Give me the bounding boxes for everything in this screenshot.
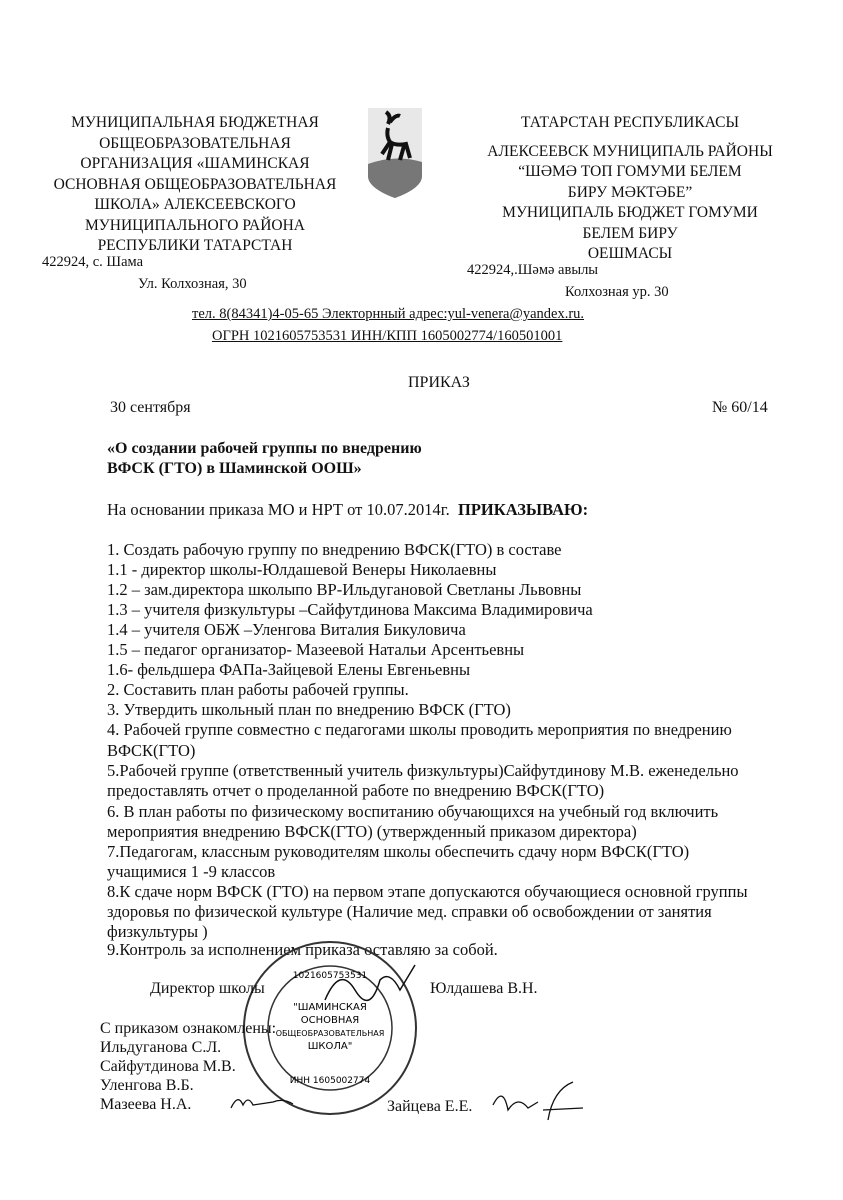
order-item-line: здоровья по физической культуре (Наличие мед. справки об освобождении от занятия (107, 902, 712, 921)
org-line: МУНИЦИПАЛЬНОГО РАЙОНА (85, 216, 305, 234)
director-label: Директор школы (150, 980, 265, 997)
order-item-line: 1.6- фельдшера ФАПа-Зайцевой Елены Евгеньевны (107, 660, 471, 679)
order-basis (107, 500, 588, 520)
zaitseva-signature (488, 1080, 588, 1125)
stamp-line: ОБЩЕОБРАЗОВАТЕЛЬНАЯ (275, 1029, 385, 1038)
org-line: БИРУ МӘКТӘБЕ” (567, 183, 693, 201)
order-item-line: 6. В план работы по физическому воспитанию обучающихся на учебный год включить (107, 802, 719, 821)
order-item-line: 3. Утвердить школьный план по внедрению ВФСК (ГТО) (107, 700, 511, 719)
org-line: МУНИЦИПАЛЬ БЮДЖЕТ ГОМУМИ (502, 204, 758, 221)
contact-line: тел. 8(84341)4-05-65 Электорнный адрес:yul-venera@yandex.ru. (192, 306, 585, 322)
zaitseva-name: Зайцева Е.Е. (387, 1098, 473, 1115)
org-line: ШКОЛА» АЛЕКСЕЕВСКОГО (94, 196, 296, 213)
left-address-1: 422924, с. Шама (42, 254, 144, 270)
org-line: “ШӘМӘ ТОП ГОМУМИ БЕЛЕМ (518, 163, 742, 180)
order-item-line: 1.1 - директор школы-Юлдашевой Венеры Николаевны (107, 560, 497, 579)
stamp-line: ШКОЛА" (307, 1041, 353, 1052)
order-item-line: 2. Составить план работы рабочей группы. (107, 680, 409, 699)
order-item-line: 1.4 – учителя ОБЖ –Уленгова Виталия Бикуловича (107, 620, 466, 639)
order-item-line: физкультуры ) (107, 922, 208, 941)
org-line: АЛЕКСЕЕВСК МУНИЦИПАЛЬ РАЙОНЫ (487, 142, 773, 160)
director-name: Юлдашева В.Н. (430, 980, 538, 997)
order-item-line: 1. Создать рабочую группу по внедрению ВФСК(ГТО) в составе (107, 540, 562, 559)
stamp-line: ИНН 1605002774 (289, 1076, 371, 1086)
org-line: ОЕШМАСЫ (587, 245, 673, 262)
ack-name: Ильдуганова С.Л. (100, 1039, 222, 1056)
order-item-line: 5.Рабочей группе (ответственный учитель физкультуры)Сайфутдинову М.В. еженедельно (107, 761, 739, 780)
order-item-line: 9.Контроль за исполнением приказа оставляю за собой. (107, 940, 498, 959)
right-org-block (470, 113, 790, 265)
order-date: 30 сентября (110, 399, 191, 416)
org-line: ТАТАРСТАН РЕСПУБЛИКАСЫ (521, 114, 739, 131)
coat-of-arms-icon (366, 106, 424, 200)
order-item-line: 8.К сдаче норм ВФСК (ГТО) на первом этапе допускаются обучающиеся основной группы (107, 882, 748, 901)
mazeeva-signature (228, 1090, 298, 1115)
stamp-line: 1021605753531 (292, 971, 368, 981)
right-address-1: 422924,.Шәмә авылы (467, 262, 599, 278)
org-line: МУНИЦИПАЛЬНАЯ БЮДЖЕТНАЯ (71, 114, 319, 131)
order-item-line: ВФСК(ГТО) (107, 741, 196, 760)
order-title: ПРИКАЗ (408, 374, 470, 391)
stamp-line: "ШАМИНСКАЯ (293, 1002, 367, 1013)
ack-name: Мазеева Н.А. (100, 1096, 192, 1113)
order-number: № 60/14 (712, 399, 768, 416)
org-line: ОРГАНИЗАЦИЯ «ШАМИНСКАЯ (80, 155, 310, 172)
order-item-line: учащимися 1 -9 классов (107, 862, 276, 881)
left-org-block (40, 113, 350, 257)
right-address-2: Колхозная ур. 30 (565, 284, 669, 300)
basis-text: На основании приказа МО и НРТ от 10.07.2014г. (107, 500, 450, 519)
order-item-line: 4. Рабочей группе совместно с педагогами школы проводить мероприятия по внедрению (107, 720, 732, 739)
basis-command: ПРИКАЗЫВАЮ: (457, 500, 589, 519)
order-item-line: предоставлять отчет о проделанной работе по внедрению ВФСК(ГТО) (107, 781, 605, 800)
stamp-line: ОСНОВНАЯ (300, 1015, 360, 1026)
acknowledgement-label: С приказом ознакомлены: (100, 1020, 277, 1037)
order-item-line: 1.3 – учителя физкультуры –Сайфутдинова Максима Владимировича (107, 600, 593, 619)
order-item-line: мероприятия внедрению ВФСК(ГТО) (утвержденный приказом директора) (107, 822, 637, 841)
org-line: ОСНОВНАЯ ОБЩЕОБРАЗОВАТЕЛЬНАЯ (53, 175, 337, 193)
org-line: РЕСПУБЛИКИ ТАТАРСТАН (97, 237, 293, 254)
org-line: БЕЛЕМ БИРУ (582, 224, 678, 242)
order-item-line: 1.2 – зам.директора школыпо ВР-Ильдугановой Светланы Львовны (107, 580, 582, 599)
order-item-line: 7.Педагогам, классным руководителям школы обеспечить сдачу норм ВФСК(ГТО) (107, 842, 690, 861)
director-signature (320, 960, 420, 1010)
org-line: ОБЩЕОБРАЗОВАТЕЛЬНАЯ (99, 134, 291, 152)
order-subject: «О создании рабочей группы по внедрению (107, 440, 422, 457)
ack-name: Уленгова В.Б. (100, 1077, 194, 1094)
ack-name: Сайфутдинова М.В. (100, 1058, 236, 1075)
left-address-2: Ул. Колхозная, 30 (138, 276, 247, 292)
registry-line: ОГРН 1021605753531 ИНН/КПП 1605002774/160501001 (212, 328, 563, 344)
order-subject: ВФСК (ГТО) в Шаминской ООШ» (107, 460, 362, 477)
order-item-line: 1.5 – педагог организатор- Мазеевой Натальи Арсентьевны (107, 640, 525, 659)
